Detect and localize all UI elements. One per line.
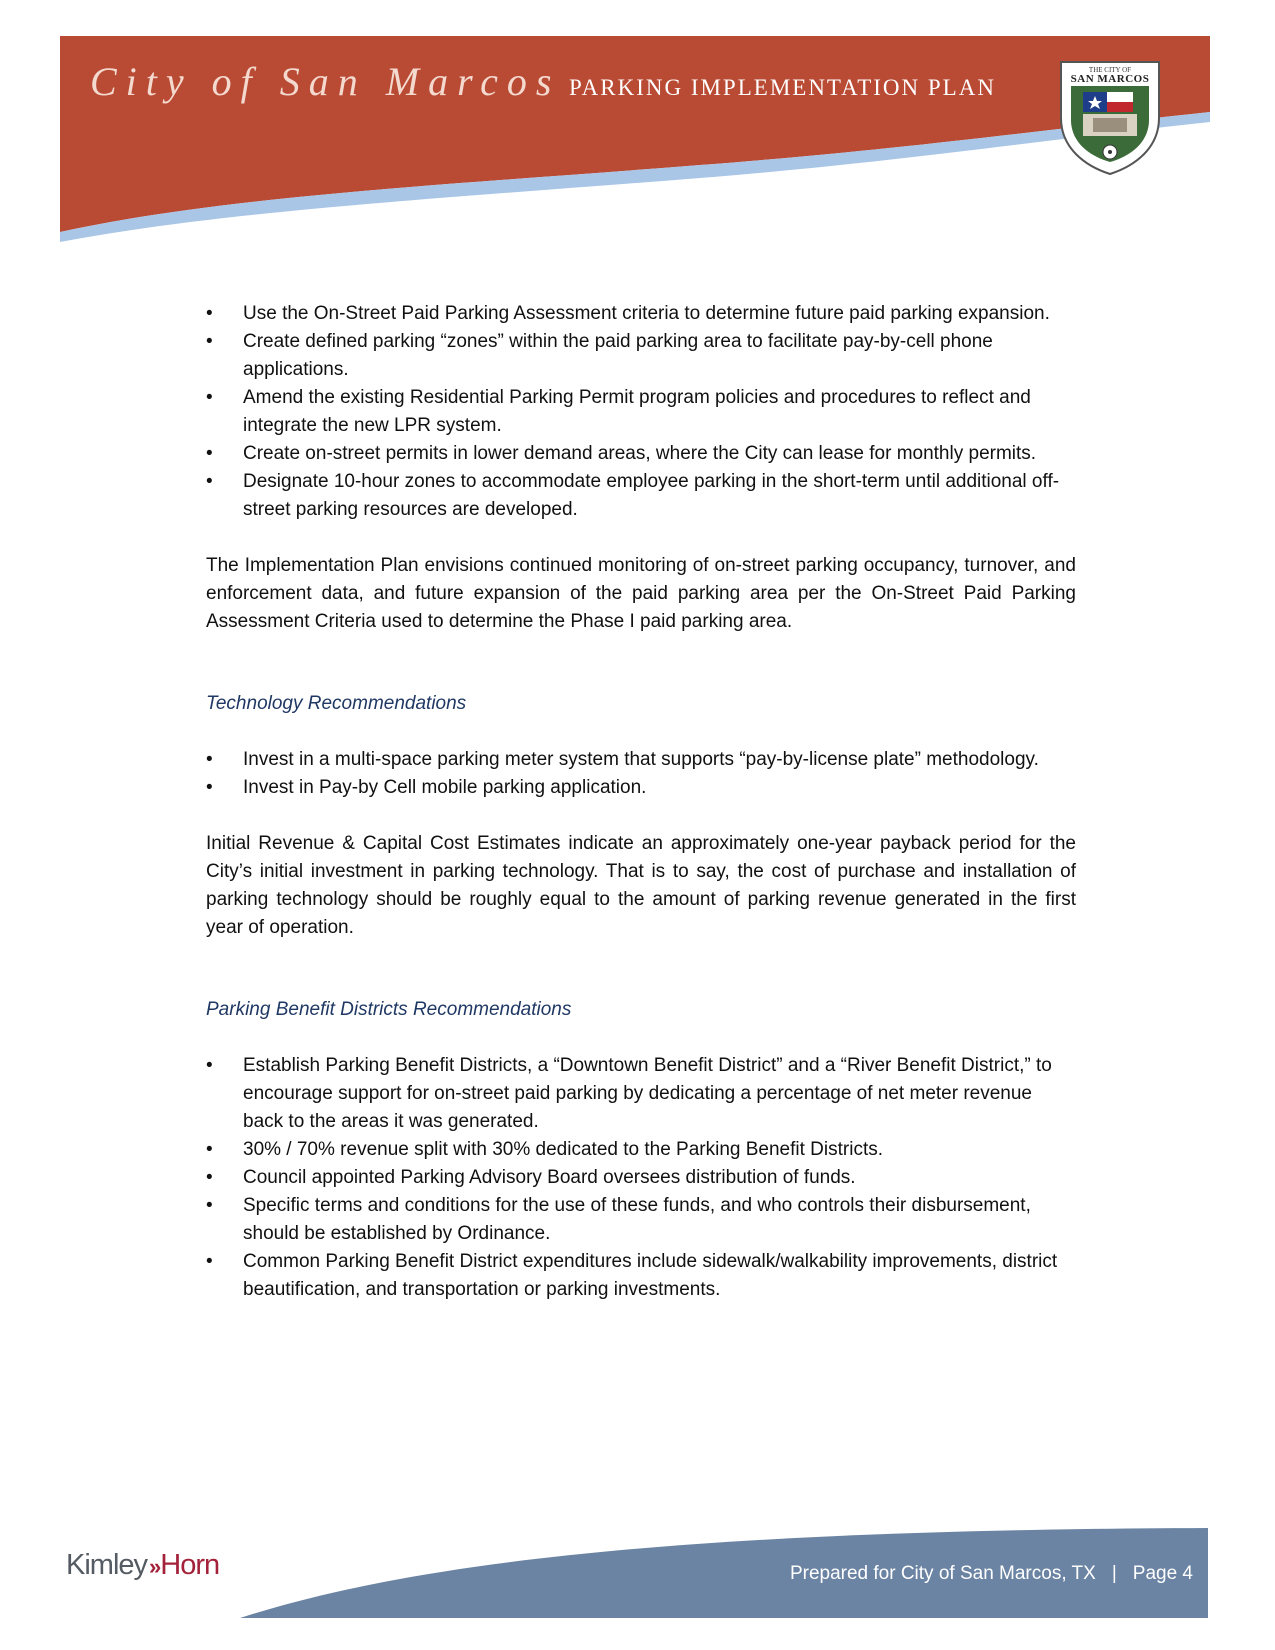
list-item: • Amend the existing Residential Parking Permit program policies and procedures to reflect and integrate the new LPR system. (206, 384, 1076, 440)
page-number: Page 4 (1132, 1563, 1193, 1584)
page-content (206, 300, 1076, 1304)
list-item: • 30% / 70% revenue split with 30% dedicated to the Parking Benefit Districts. (206, 1136, 1076, 1164)
seal-top-text: THE CITY OF (1088, 66, 1132, 74)
list-item: • Designate 10-hour zones to accommodate employee parking in the short-term until additional off-street parking resources are developed. (206, 468, 1076, 524)
seal-name: SAN MARCOS (1070, 73, 1150, 85)
list-item: • Create defined parking “zones” within the paid parking area to facilitate pay-by-cell phone applications. (206, 328, 1076, 384)
logo-arrows: » (149, 1554, 159, 1579)
logo-text-horn: Horn (160, 1549, 220, 1581)
spacer (206, 802, 1076, 830)
benefit-districts-heading: Parking Benefit Districts Recommendations (206, 999, 572, 1020)
logo-text-kimley: Kimley (66, 1549, 148, 1581)
list-item: • Create on-street permits in lower demand areas, where the City can lease for monthly permits. (206, 440, 1076, 468)
implementation-paragraph: The Implementation Plan envisions continued monitoring of on-street parking occupancy, turnover, and enforcement data, and future expansion of the paid parking area per the On-Street Paid Parking Assessment Criteria used to determine the Phase I paid parking area. (206, 555, 1076, 632)
header-title (90, 58, 996, 105)
list-item: • Establish Parking Benefit Districts, a “Downtown Benefit District” and a “River Benefit District,” to encourage support for on-street paid parking by dedicating a percentage of net meter revenue back to the areas it was generated. (206, 1052, 1076, 1136)
spacer (206, 636, 1076, 690)
spacer (206, 524, 1076, 552)
city-seal (1057, 60, 1163, 176)
list-item: • Specific terms and conditions for the use of these funds, and who controls their disbursement, should be established by Ordinance. (206, 1192, 1076, 1248)
city-title: City of San Marcos (90, 59, 561, 104)
prepared-for-text: Prepared for City of San Marcos, TX (789, 1563, 1096, 1584)
list-item: • Common Parking Benefit District expenditures include sidewalk/walkability improvements, district beautification, and transportation or parking investments. (206, 1248, 1076, 1304)
list-item: • Invest in a multi-space parking meter system that supports “pay-by-license plate” methodology. (206, 746, 1076, 774)
page-header-banner (0, 0, 1275, 260)
technology-bullet-list (206, 746, 1076, 802)
technology-paragraph: Initial Revenue & Capital Cost Estimates indicate an approximately one-year payback period for the City’s initial investment in parking technology. That is to say, the cost of purchase and installation of parking technology should be roughly equal to the amount of parking revenue generated in the first year of operation. (206, 833, 1076, 938)
implementation-bullet-list (206, 300, 1076, 524)
list-item: • Invest in Pay-by Cell mobile parking application. (206, 774, 1076, 802)
spacer (206, 718, 1076, 746)
benefit-districts-bullet-list (206, 1052, 1076, 1304)
list-item: • Use the On-Street Paid Parking Assessment criteria to determine future paid parking expansion. (206, 300, 1076, 328)
list-item: • Council appointed Parking Advisory Board oversees distribution of funds. (206, 1164, 1076, 1192)
footer-info (790, 1563, 1193, 1585)
page-footer (0, 1490, 1275, 1650)
footer-separator: | (1111, 1563, 1117, 1584)
kimley-horn-logo (66, 1549, 219, 1582)
plan-title: PARKING IMPLEMENTATION PLAN (568, 75, 996, 100)
technology-heading: Technology Recommendations (206, 693, 467, 714)
spacer (206, 942, 1076, 996)
spacer (206, 1024, 1076, 1052)
